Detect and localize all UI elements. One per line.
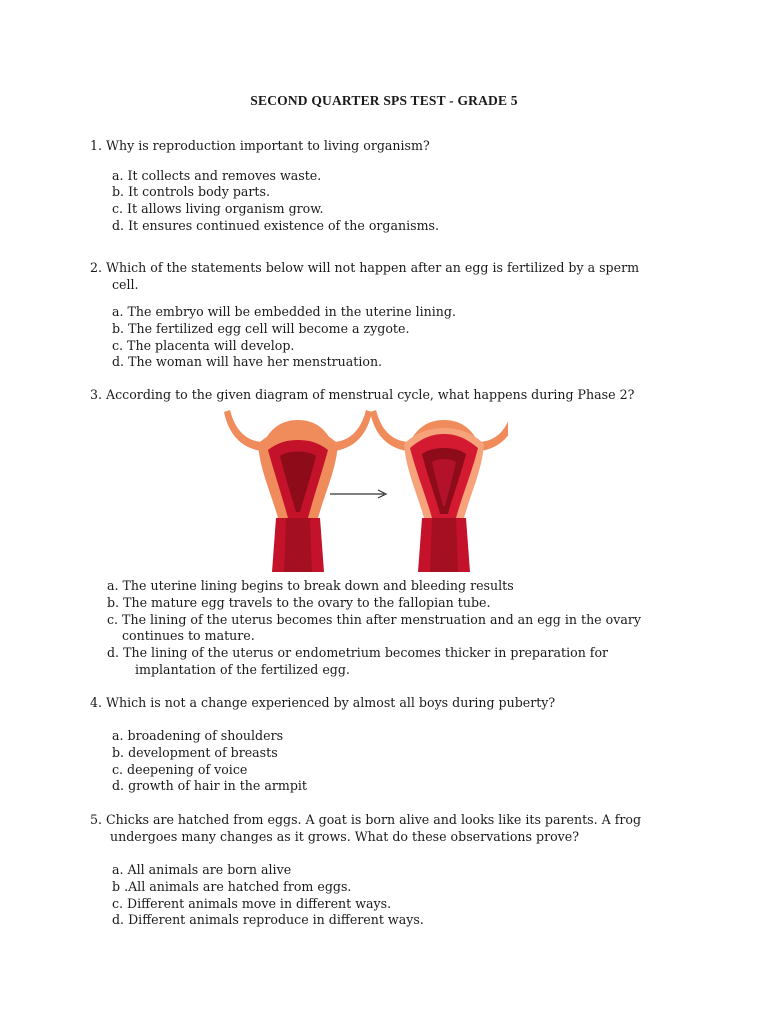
arrow-right-icon bbox=[330, 490, 386, 498]
question-3-option-a: a. The uterine lining begins to break down and bleeding results bbox=[107, 578, 514, 593]
question-2-stem: 2. Which of the statements below will not happen after an egg is fertilized by a sperm bbox=[90, 260, 640, 275]
question-3-option-d: d. The lining of the uterus or endometrium becomes thicker in preparation for bbox=[107, 645, 609, 660]
question-5-option-a: a. All animals are born alive bbox=[112, 862, 292, 877]
question-2-option-b: b. The fertilized egg cell will become a zygote. bbox=[112, 321, 410, 336]
question-1-option-c: c. It allows living organism grow. bbox=[112, 201, 324, 216]
question-5-stem: 5. Chicks are hatched from eggs. A goat is born alive and looks like its parents. A frog bbox=[90, 812, 642, 827]
question-1-stem: 1. Why is reproduction important to living organism? bbox=[90, 138, 430, 153]
question-4-option-a: a. broadening of shoulders bbox=[112, 728, 284, 743]
question-5-option-b: b .All animals are hatched from eggs. bbox=[112, 879, 352, 894]
question-3-option-c-continued: continues to mature. bbox=[122, 628, 255, 643]
question-2-option-c: c. The placenta will develop. bbox=[112, 338, 295, 353]
question-4-option-c: c. deepening of voice bbox=[112, 762, 248, 777]
question-1-option-d: d. It ensures continued existence of the organisms. bbox=[112, 218, 439, 233]
question-4-option-d: d. growth of hair in the armpit bbox=[112, 778, 307, 793]
question-1-option-b: b. It controls body parts. bbox=[112, 184, 270, 199]
uterus-phase-2-icon bbox=[370, 410, 508, 572]
uterus-phase-1-icon bbox=[224, 410, 372, 572]
question-5-stem-continued: undergoes many changes as it grows. What do these observations prove? bbox=[110, 829, 579, 844]
question-1-option-a: a. It collects and removes waste. bbox=[112, 168, 322, 183]
question-3-stem: 3. According to the given diagram of menstrual cycle, what happens during Phase 2? bbox=[90, 387, 635, 402]
question-2-option-d: d. The woman will have her menstruation. bbox=[112, 354, 383, 369]
question-5-option-d: d. Different animals reproduce in different ways. bbox=[112, 912, 424, 927]
question-2-option-a: a. The embryo will be embedded in the uterine lining. bbox=[112, 304, 456, 319]
question-3-option-b: b. The mature egg travels to the ovary to the fallopian tube. bbox=[107, 595, 491, 610]
question-2-stem-continued: cell. bbox=[112, 277, 139, 292]
question-3-option-d-continued: implantation of the fertilized egg. bbox=[135, 662, 350, 677]
question-4-option-b: b. development of breasts bbox=[112, 745, 278, 760]
question-4-stem: 4. Which is not a change experienced by almost all boys during puberty? bbox=[90, 695, 556, 710]
menstrual-cycle-diagram bbox=[220, 410, 508, 572]
page-title: SECOND QUARTER SPS TEST - GRADE 5 bbox=[250, 93, 518, 108]
question-5-option-c: c. Different animals move in different ways. bbox=[112, 896, 392, 911]
question-3-option-c: c. The lining of the uterus becomes thin after menstruation and an egg in the ovary bbox=[107, 612, 641, 627]
